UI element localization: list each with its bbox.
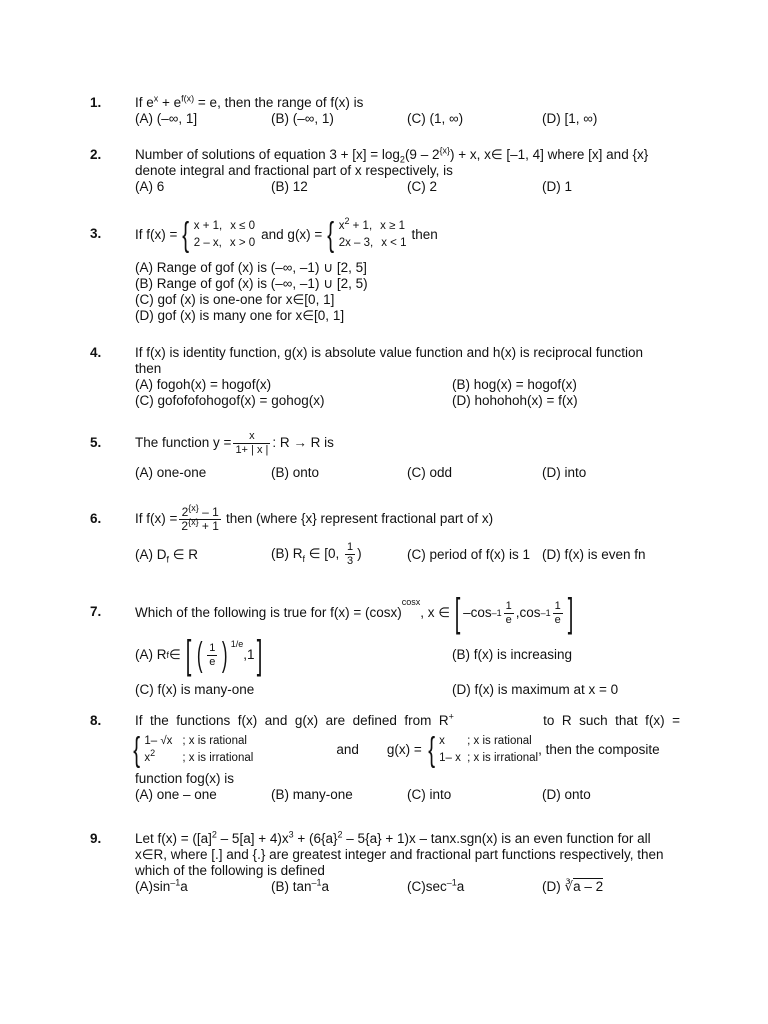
option-c: $(C)\sec^{-1}a$ xyxy=(407,877,465,894)
question-body xyxy=(135,147,680,195)
piecewise-row: { 1– √x ; x is rational $x^2$ ; x is irrational and g(x) = { x ; x is rational 1– x ; x is irrational , then the composite xyxy=(133,731,660,769)
option-a: (A) 6 xyxy=(135,179,165,194)
option-b: (B) (–∞, 1) xyxy=(271,111,334,126)
option-a: (A) one-one xyxy=(135,465,207,480)
f-piecewise: 1– √x ; x is rational $x^2$ ; x is irrational xyxy=(144,735,254,764)
option-b: (B) 12 xyxy=(271,179,308,194)
option-a: (A) R f ∈ [ ( $\frac{1}{e}$ ) 1/e ,1 ] xyxy=(135,633,263,677)
options-row xyxy=(135,541,680,568)
option-b: (B) $\tan^{-1}a$ xyxy=(271,877,330,894)
left-brace: { xyxy=(428,731,435,769)
question-body xyxy=(135,713,680,803)
question-stem-3: function fog(x) is xyxy=(135,771,235,786)
option-c: (C) odd xyxy=(407,465,453,480)
option-c: (C) period of f(x) is 1 xyxy=(407,546,531,562)
question-number: 8. xyxy=(90,713,102,728)
option-d: (D) 1 xyxy=(542,179,572,194)
right-bracket: ] xyxy=(567,591,574,635)
question-body xyxy=(135,426,680,481)
options-row xyxy=(135,111,680,127)
option-d: (D) hohohoh(x) = f(x) xyxy=(452,393,578,408)
option-b: (B) $R_f$ ∈ [0, $\frac{1}{3}$ ) xyxy=(271,541,362,567)
question-stem-2: then xyxy=(135,361,162,376)
option-d: (D) gof (x) is many one for x∈[0, 1] xyxy=(135,308,345,323)
option-b: (B) onto xyxy=(271,465,320,480)
option-d: (D) f(x) is even fn xyxy=(542,546,646,562)
question-stem-2: denote integral and fractional part of x respectively, is xyxy=(135,163,453,178)
question-body xyxy=(135,499,680,568)
question-body xyxy=(135,345,680,409)
option-a: (A) (–∞, 1] xyxy=(135,111,198,126)
options-row xyxy=(135,377,680,393)
question-stem-2: x∈R, where [.] and {.} are greatest integer and fractional part functions respectively, then xyxy=(135,847,664,862)
options-row xyxy=(135,465,680,481)
option-d: (D) ∛a – 2 xyxy=(542,879,604,894)
option-a: (A) one – one xyxy=(135,787,217,802)
question-stem: If f(x) = { x + 1, x ≤ 0 2 – x, x > 0 and g(x) = { $x^2 + 1$, x ≥ 1 2x – 3, x < 1 then xyxy=(135,216,438,254)
fraction: $\frac{2^{\{x\}} - 1}{2^{\{x\}} + 1}$ xyxy=(181,502,219,533)
option-c: (C) gofofofohogof(x) = gohog(x) xyxy=(135,393,325,408)
option-b: (B) Range of gof (x) is (–∞, –1) ∪ [2, 5) xyxy=(135,276,368,291)
option-a: (A) Range of gof (x) is (–∞, –1) ∪ [2, 5] xyxy=(135,260,367,275)
question-number: 4. xyxy=(90,345,102,360)
question-stem: Which of the following is true for f(x) = (cosx) cosx , x ∈ [ –cos –1 $\frac{1}{e}$ ,cos –1 $\frac{1}{e}$ ] xyxy=(135,591,574,635)
question-stem: Let $f(x) = ([a]^2 - 5[a] + 4)x^3 + (6\{a\}^2 - 5\{a\} + 1)x - \tan x.sgn(x)$ is an even function for all xyxy=(135,829,651,846)
options-row xyxy=(135,632,680,678)
fraction: $\frac{x}{1+ | x |}$ xyxy=(235,429,269,456)
left-brace: { xyxy=(182,216,190,254)
question-number: 5. xyxy=(90,435,102,450)
g-piecewise: x ; x is rational 1– x ; x is irrational xyxy=(439,735,539,764)
question-stem: If the functions f(x) and g(x) are defined from R+ to R such that f(x) = xyxy=(135,711,680,728)
option-c: (C) 2 xyxy=(407,179,437,194)
g-piecewise: $x^2 + 1$, x ≥ 1 2x – 3, x < 1 xyxy=(338,216,407,249)
question-number: 7. xyxy=(90,604,102,619)
question-stem-3: which of the following is defined xyxy=(135,863,325,878)
options-row xyxy=(135,682,680,698)
options-row xyxy=(135,393,680,409)
option-c: (C) (1, ∞) xyxy=(407,111,464,126)
question-number: 2. xyxy=(90,147,102,162)
option-a: (A) $D_f$ ∈ R xyxy=(135,546,199,565)
options-row xyxy=(135,179,680,195)
left-brace: { xyxy=(327,216,335,254)
option-d: (D) onto xyxy=(542,787,591,802)
option-b: (B) many-one xyxy=(271,787,353,802)
option-c: (C) into xyxy=(407,787,452,802)
option-a: (A) fogoh(x) = hogof(x) xyxy=(135,377,272,392)
f-piecewise: x + 1, x ≤ 0 2 – x, x > 0 xyxy=(193,220,256,249)
question-stem: If f(x) = $\frac{2^{\{x\}} - 1}{2^{\{x\}} + 1}$ then (where {x} represent fractional part of x) xyxy=(135,502,494,533)
question-number: 6. xyxy=(90,511,102,526)
question-body xyxy=(135,216,680,324)
option-b: (B) f(x) is increasing xyxy=(452,647,573,662)
question-stem: If $e^x + e^{f(x)} = e$, then the range of f(x) is xyxy=(135,93,364,110)
question-body xyxy=(135,591,680,698)
question-stem: The function y = $\frac{x}{1+ | x |}$ : R → R is xyxy=(135,429,334,456)
left-brace: { xyxy=(133,731,141,769)
option-c: (C) gof (x) is one-one for x∈[0, 1] xyxy=(135,292,335,307)
question-number: 3. xyxy=(90,226,102,241)
question-stem: Number of solutions of equation $3 + [x] = \log_2(9 - 2^{\{x\}}) + x$, x∈ [–1, 4] where [x] and {x} xyxy=(135,145,649,165)
question-body xyxy=(135,95,680,127)
question-stem: If f(x) is identity function, g(x) is absolute value function and h(x) is reciprocal function xyxy=(135,345,643,360)
option-b: (B) hog(x) = hogof(x) xyxy=(452,377,577,392)
question-body xyxy=(135,831,680,895)
option-a: $(A)\sin^{-1}a$ xyxy=(135,877,188,894)
question-number: 1. xyxy=(90,95,102,110)
option-d: (D) [1, ∞) xyxy=(542,111,598,126)
option-d: (D) into xyxy=(542,465,587,480)
options-row xyxy=(135,879,680,895)
question-number: 9. xyxy=(90,831,102,846)
left-bracket: [ xyxy=(454,591,461,635)
option-c: (C) f(x) is many-one xyxy=(135,682,255,697)
options-row xyxy=(135,787,680,803)
option-d: (D) f(x) is maximum at x = 0 xyxy=(452,682,619,697)
